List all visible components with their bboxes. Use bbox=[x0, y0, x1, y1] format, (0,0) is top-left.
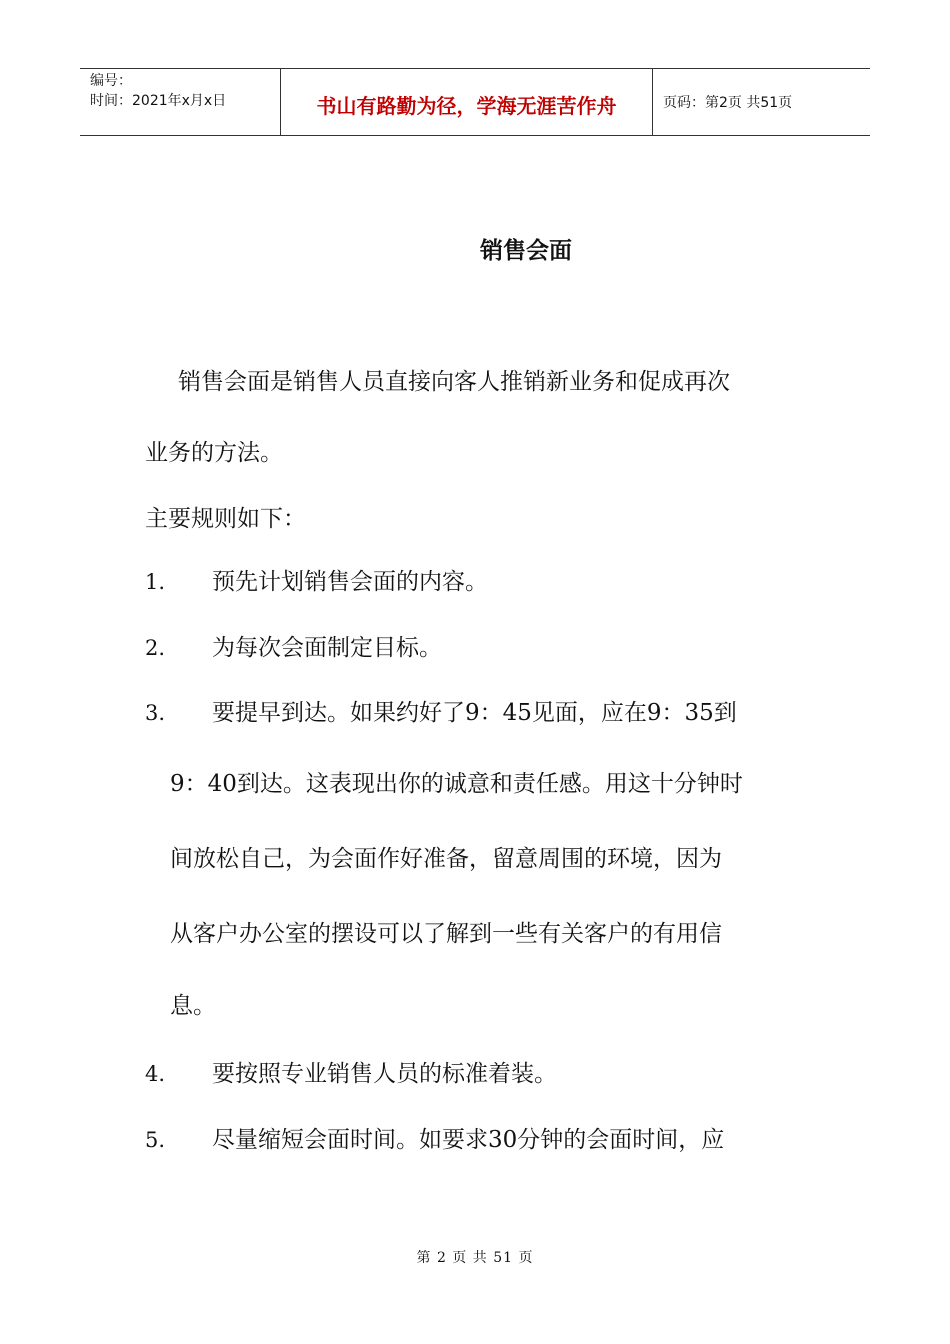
time-label: 时间：2021年x月x日 bbox=[90, 93, 227, 109]
rule-text-continuation: 9：40到达。这表现出你的诚意和责任感。用这十分钟时 bbox=[170, 771, 743, 797]
page-info: 页码：第2页 共51页 bbox=[663, 95, 793, 111]
page-footer: 第 2 页 共 51 页 bbox=[416, 1250, 534, 1266]
motto-text: 书山有路勤为径，学海无涯苦作舟 bbox=[316, 93, 617, 118]
rule-number: 3. bbox=[145, 701, 166, 725]
intro-paragraph-line-1: 销售会面是销售人员直接向客人推销新业务和促成再次 bbox=[178, 369, 730, 395]
rule-text-continuation: 息。 bbox=[170, 993, 216, 1019]
rules-heading: 主要规则如下： bbox=[145, 506, 306, 532]
header-meta-cell bbox=[80, 69, 281, 135]
rule-number: 2. bbox=[145, 636, 166, 660]
header-motto-cell bbox=[281, 69, 653, 135]
rule-text: 预先计划销售会面的内容。 bbox=[212, 569, 488, 595]
rule-text: 为每次会面制定目标。 bbox=[212, 635, 442, 661]
rule-number: 5. bbox=[145, 1128, 166, 1152]
header-table bbox=[80, 68, 870, 136]
rule-number: 4. bbox=[145, 1062, 166, 1086]
rule-text: 尽量缩短会面时间。如要求30分钟的会面时间，应 bbox=[212, 1127, 725, 1153]
number-label: 编号： bbox=[90, 73, 132, 89]
document-title: 销售会面 bbox=[480, 238, 572, 264]
rule-text-continuation: 从客户办公室的摆设可以了解到一些有关客户的有用信 bbox=[170, 921, 722, 947]
rule-text-continuation: 间放松自己，为会面作好准备，留意周围的环境，因为 bbox=[170, 846, 722, 872]
intro-paragraph-line-2: 业务的方法。 bbox=[145, 440, 283, 466]
rule-text: 要提早到达。如果约好了9：45见面，应在9：35到 bbox=[212, 700, 737, 726]
header-page-cell bbox=[653, 69, 870, 135]
rule-number: 1. bbox=[145, 570, 166, 594]
rule-text: 要按照专业销售人员的标准着装。 bbox=[212, 1061, 557, 1087]
